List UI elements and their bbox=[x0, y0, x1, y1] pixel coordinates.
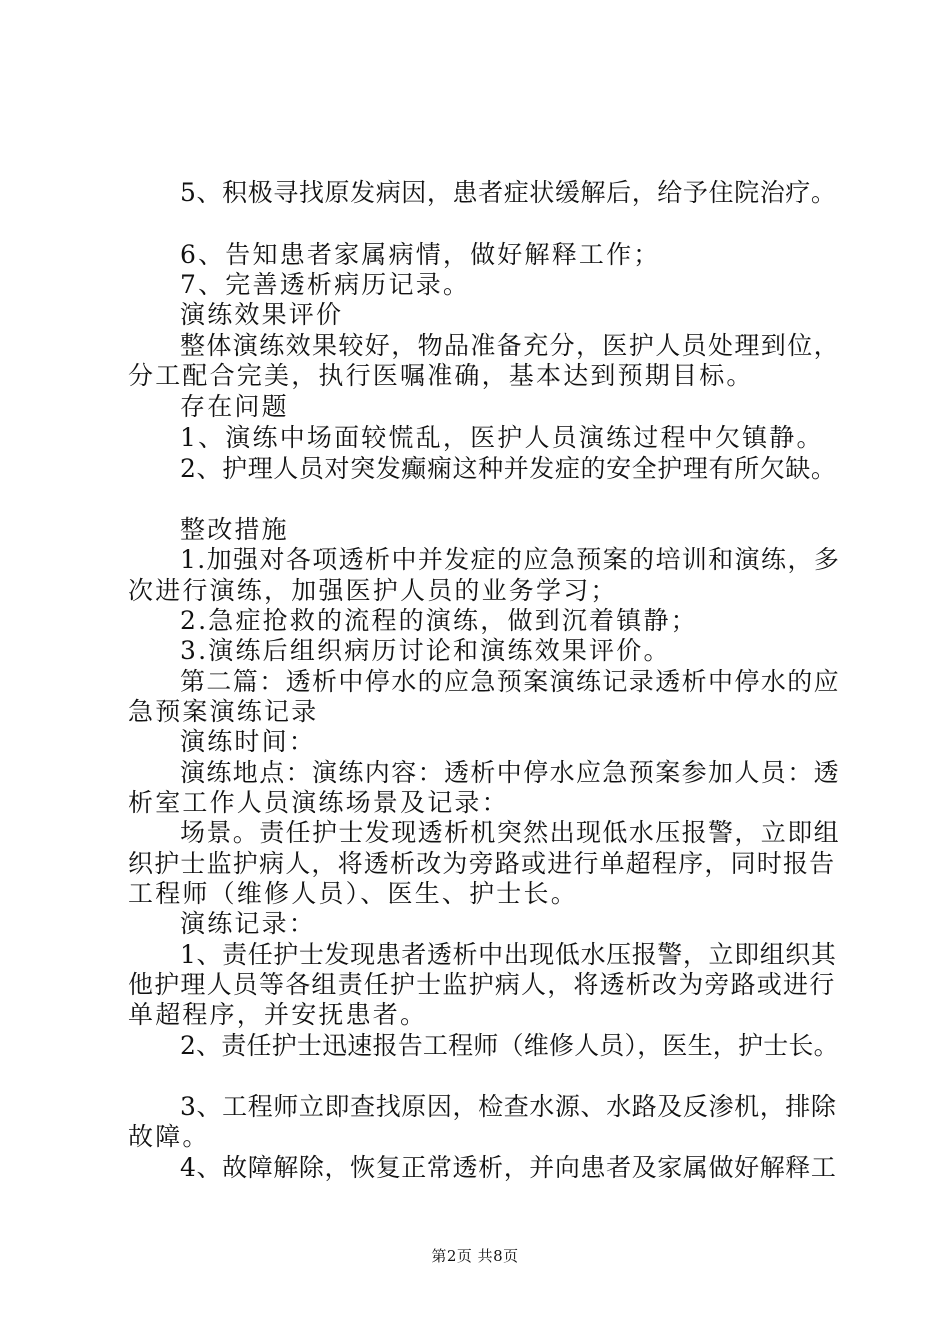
text-line: 1、演练中场面较慌乱，医护人员演练过程中欠镇静。 bbox=[180, 423, 824, 452]
text-line: 3、工程师立即查找原因，检查水源、水路及反渗机，排除 bbox=[180, 1092, 837, 1121]
section-heading: 第二篇：透析中停水的应急预案演练记录透析中停水的应 bbox=[180, 667, 841, 696]
text-line: 整体演练效果较好，物品准备充分，医护人员处理到位， bbox=[180, 331, 841, 360]
text-line: 他护理人员等各组责任护士监护病人，将透析改为旁路或进行 bbox=[128, 970, 836, 999]
section-heading: 演练效果评价 bbox=[180, 300, 344, 329]
text-line: 织护士监护病人，将透析改为旁路或进行单超程序，同时报告 bbox=[128, 849, 836, 878]
text-line: 场景。责任护士发现透析机突然出现低水压报警，立即组 bbox=[180, 818, 841, 847]
text-line: 2.急症抢救的流程的演练，做到沉着镇静； bbox=[180, 606, 698, 635]
text-line: 单超程序，并安抚患者。 bbox=[128, 1000, 428, 1029]
section-heading: 整改措施 bbox=[180, 515, 289, 544]
text-line: 工程师（维修人员）、医生、护士长。 bbox=[128, 879, 578, 908]
text-line: 故障。 bbox=[128, 1122, 210, 1151]
section-heading: 存在问题 bbox=[180, 392, 289, 421]
text-line: 7、完善透析病历记录。 bbox=[180, 270, 471, 299]
text-line: 1.加强对各项透析中并发症的应急预案的培训和演练，多 bbox=[180, 545, 841, 574]
section-heading: 演练记录： bbox=[180, 909, 317, 938]
text-line: 2、责任护士迅速报告工程师（维修人员），医生，护士长。 bbox=[180, 1031, 839, 1060]
text-line: 析室工作人员演练场景及记录： bbox=[128, 788, 509, 817]
page-footer: 第2页 共8页 bbox=[431, 1247, 519, 1265]
text-line: 演练时间： bbox=[180, 727, 317, 756]
text-line: 5、积极寻找原发病因，患者症状缓解后，给予住院治疗。 bbox=[180, 178, 837, 207]
text-line: 1、责任护士发现患者透析中出现低水压报警，立即组织其 bbox=[180, 940, 837, 969]
text-line: 2、护理人员对突发癫痫这种并发症的安全护理有所欠缺。 bbox=[180, 454, 837, 483]
text-line: 次进行演练，加强医护人员的业务学习； bbox=[128, 576, 618, 605]
text-line: 3.演练后组织病历讨论和演练效果评价。 bbox=[180, 636, 671, 665]
text-line: 分工配合完美，执行医嘱准确，基本达到预期目标。 bbox=[128, 361, 754, 390]
text-line: 6、告知患者家属病情，做好解释工作； bbox=[180, 240, 661, 269]
section-heading: 急预案演练记录 bbox=[128, 697, 319, 726]
text-line: 4、故障解除，恢复正常透析，并向患者及家属做好解释工 bbox=[180, 1153, 837, 1182]
text-line: 演练地点：演练内容：透析中停水应急预案参加人员：透 bbox=[180, 758, 841, 787]
